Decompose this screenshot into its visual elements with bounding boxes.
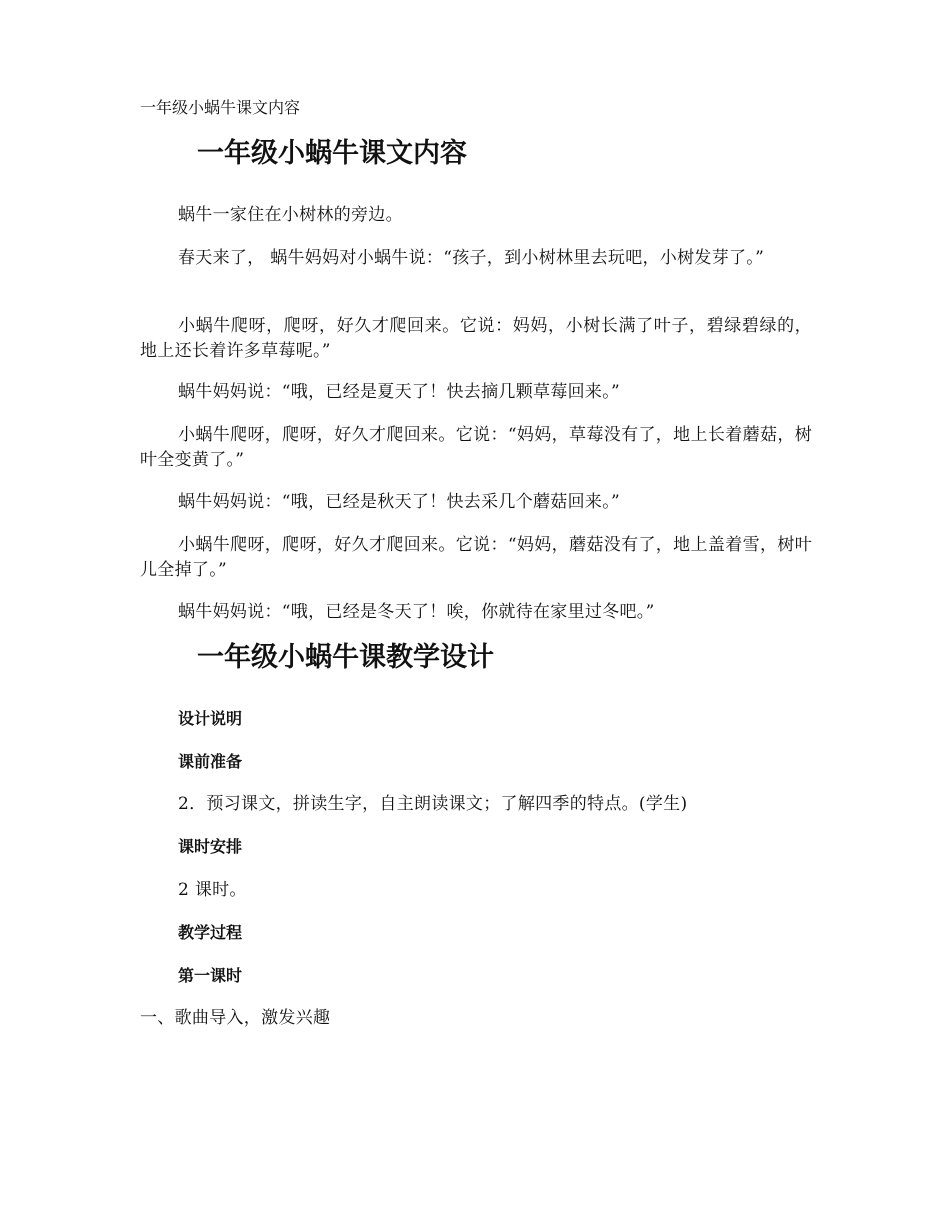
text-paragraph: 春天来了， 蜗牛妈妈对小蜗牛说：“孩子，到小树林里去玩吧，小树发芽了。” bbox=[178, 248, 765, 268]
text-paragraph: 小蜗牛爬呀，爬呀，好久才爬回来。它说：“妈妈，草莓没有了，地上长着蘑菇，树叶全变黄了。” bbox=[140, 425, 812, 470]
text-paragraph: 蜗牛妈妈说：“哦，已经是夏天了！快去摘几颗草莓回来。” bbox=[178, 382, 620, 402]
preparation-item: 2．预习课文，拼读生字，自主朗读课文；了解四季的特点。(学生) bbox=[178, 794, 688, 814]
section-heading-text: 一年级小蜗牛课文内容 bbox=[197, 138, 467, 169]
schedule-text: 2 课时。 bbox=[178, 880, 247, 900]
subheading-schedule: 课时安排 bbox=[178, 837, 243, 856]
text-paragraph: 小蜗牛爬呀，爬呀，好久才爬回来。它说：“妈妈，蘑菇没有了，地上盖着雪，树叶儿全掉了。” bbox=[140, 535, 812, 580]
subheading-design-note: 设计说明 bbox=[178, 709, 243, 728]
text-paragraph: 小蜗牛爬呀，爬呀，好久才爬回来。它说：妈妈，小树长满了叶子，碧绿碧绿的，地上还长着许多草莓呢。” bbox=[140, 316, 812, 361]
text-paragraph: 蜗牛一家住在小树林的旁边。 bbox=[178, 205, 403, 225]
step-one-text: 一、歌曲导入，激发兴趣 bbox=[140, 1008, 331, 1028]
subheading-first-lesson: 第一课时 bbox=[178, 966, 243, 985]
subheading-process: 教学过程 bbox=[178, 923, 243, 942]
section-heading-teaching-design: 一年级小蜗牛课教学设计 bbox=[197, 642, 494, 673]
running-title: 一年级小蜗牛课文内容 bbox=[140, 98, 301, 117]
text-paragraph: 蜗牛妈妈说：“哦，已经是冬天了！唉，你就待在家里过冬吧。” bbox=[178, 602, 655, 622]
text-paragraph: 蜗牛妈妈说：“哦，已经是秋天了！快去采几个蘑菇回来。” bbox=[178, 492, 620, 512]
subheading-preparation: 课前准备 bbox=[178, 752, 243, 771]
